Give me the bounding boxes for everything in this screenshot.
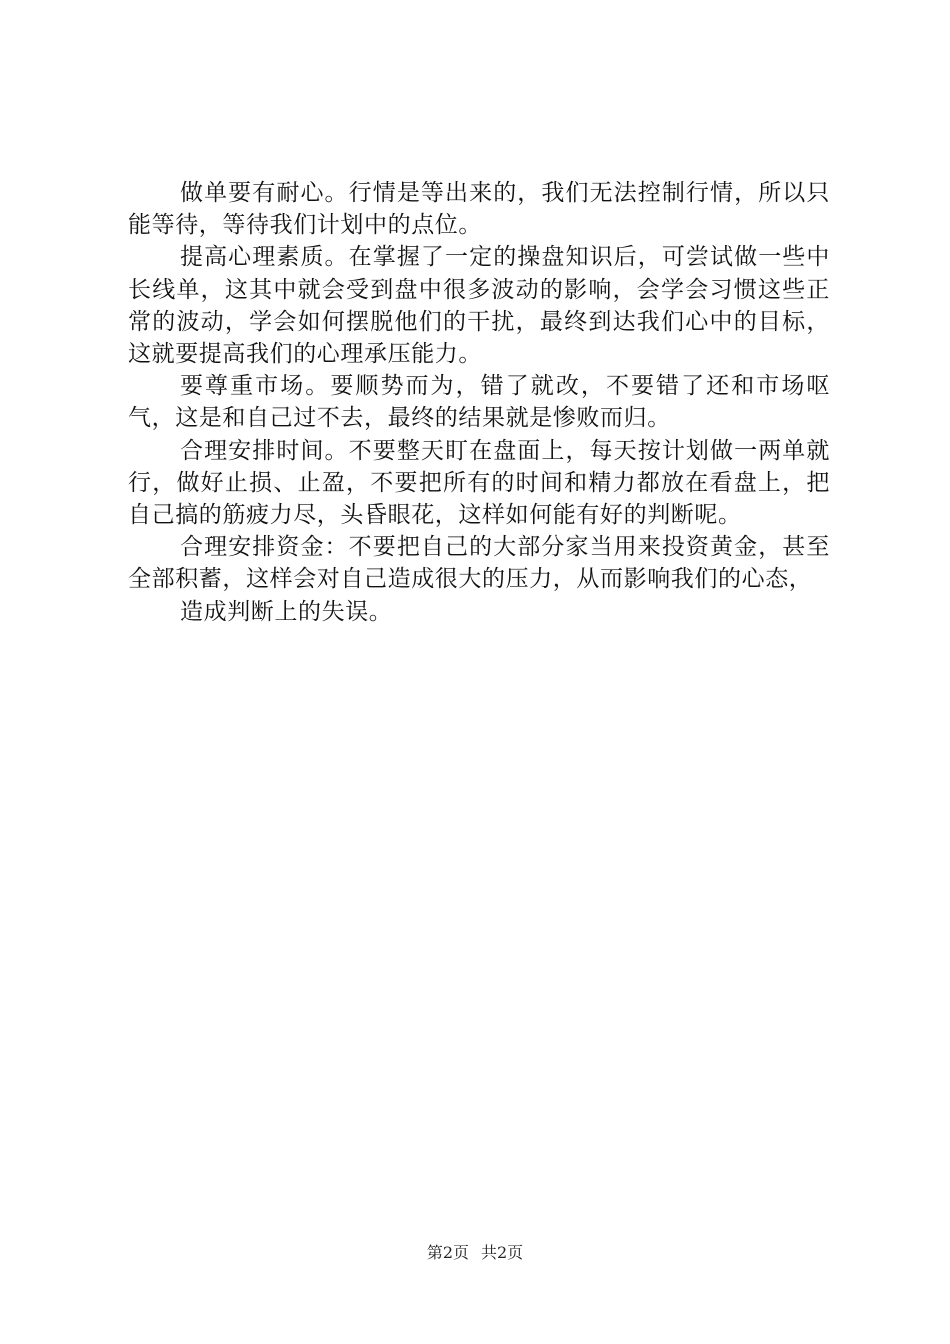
page-total: 共2页 — [481, 1243, 524, 1262]
paragraph-patience: 做单要有耐心。行情是等出来的，我们无法控制行情，所以只能等待，等待我们计划中的点位。 — [128, 180, 830, 239]
page-footer — [0, 1242, 950, 1264]
paragraph-fund-management: 合理安排资金：不要把自己的大部分家当用来投资黄金，甚至全部积蓄，这样会对自己造成很大的压力，从而影响我们的心态， — [128, 534, 830, 593]
document-body — [128, 177, 830, 628]
paragraph-psychology: 提高心理素质。在掌握了一定的操盘知识后，可尝试做一些中长线单，这其中就会受到盘中很多波动的影响，会学会习惯这些正常的波动，学会如何摆脱他们的干扰，最终到达我们心中的目标，这就要提高我们的心理承压能力。 — [128, 244, 830, 368]
paragraph-respect-market: 要尊重市场。要顺势而为，错了就改，不要错了还和市场呕气，这是和自己过不去，最终的结果就是惨败而归。 — [128, 373, 830, 432]
paragraph-time-management: 合理安排时间。不要整天盯在盘面上，每天按计划做一两单就行，做好止损、止盈，不要把所有的时间和精力都放在看盘上，把自己搞的筋疲力尽，头昏眼花，这样如何能有好的判断呢。 — [128, 437, 830, 529]
paragraph-conclusion: 造成判断上的失误。 — [180, 598, 393, 625]
page-number: 第2页 — [426, 1243, 469, 1262]
